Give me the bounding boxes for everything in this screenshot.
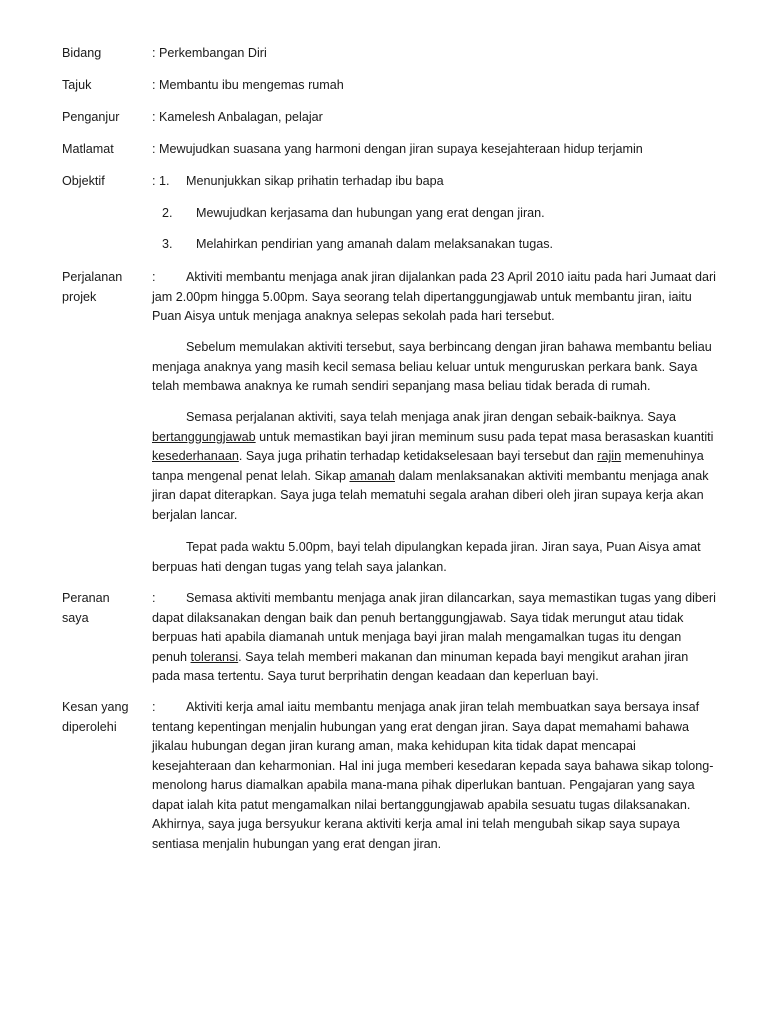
label-tajuk: Tajuk	[62, 78, 92, 92]
underlined-kesederhanaan: kesederhanaan	[152, 449, 239, 463]
objektif-num-3: 3.	[162, 237, 173, 251]
kesan-body: Aktiviti kerja amal iaitu membantu menjaga anak jiran telah membuatkan saya bersaya insaf tentang kepentingan menjalin hubungan yang erat dengan jiran. Saya dapat memahami bahawa jikalau hubungan degan jiran kurang aman, maka kehidupan kita tidak dapat mencapai kesejahteraan dan keharmonian. Hal ini juga memberi kesedaran kepada saya bahawa sikap tolong-menolong harus diamalkan apabila mana-mana pihak diperlukan bantuan. Pengajaran yang saya dapat ialah kita patut mengamalkan nilai bertanggungjawab apabila sesuatu tugas dilaksanakan. Akhirnya, saya juga bersyukur kerana aktiviti kerja amal ini telah mengubah sikap saya supaya sentiasa menjalin hubungan yang erat dengan jiran.	[152, 700, 714, 851]
objektif-text-3: Melahirkan pendirian yang amanah dalam melaksanakan tugas.	[196, 237, 554, 251]
value-penganjur: : Kamelesh Anbalagan, pelajar	[152, 110, 323, 124]
label-peranan-line1: Peranan	[62, 591, 110, 605]
label-peranan-line2: saya	[62, 610, 89, 625]
perjalanan-p4-text: Tepat pada waktu 5.00pm, bayi telah dipulangkan kepada jiran. Jiran saya, Puan Aisya amat berpuas hati dengan tugas yang telah saya jalankan.	[152, 540, 701, 574]
label-kesan	[62, 698, 150, 737]
kesan-colon: :	[152, 700, 156, 714]
label-perjalanan	[62, 268, 150, 307]
peranan-text	[152, 589, 718, 687]
underlined-toleransi: toleransi	[190, 649, 239, 664]
perjalanan-p2-text: Sebelum memulakan aktiviti tersebut, saya berbincang dengan jiran bahawa membantu beliau menjaga anaknya yang masih kecil semasa beliau keluar untuk menguruskan perkara bank. Saya telah membawa anaknya ke rumah sendiri sepanjang masa beliau tidak berada di rumah.	[152, 340, 712, 393]
value-bidang: : Perkembangan Diri	[152, 46, 267, 60]
perjalanan-p3-b: untuk memastikan bayi jiran meminum susu pada tepat masa berasaskan kuantiti	[255, 429, 714, 444]
label-perjalanan-line2: projek	[62, 289, 97, 304]
perjalanan-p4	[152, 538, 718, 577]
label-penganjur: Penganjur	[62, 110, 120, 124]
label-peranan	[62, 589, 150, 628]
label-objektif: Objektif	[62, 174, 105, 188]
objektif-text-1: Menunjukkan sikap prihatin terhadap ibu bapa	[186, 174, 444, 188]
underlined-bertanggungjawab: bertanggungjawab	[152, 429, 256, 444]
objektif-text-2: Mewujudkan kerjasama dan hubungan yang erat dengan jiran.	[196, 206, 545, 220]
perjalanan-colon: :	[152, 270, 156, 284]
objektif-prefix: : 1.	[152, 174, 170, 188]
perjalanan-p1-text: Aktiviti membantu menjaga anak jiran dijalankan pada 23 April 2010 iaitu pada hari Jumaat dari jam 2.00pm hingga 5.00pm. Saya seorang telah dipertanggungjawab untuk membantu jiran, iaitu Puan Aisya untuk menjaga anaknya selepas sekolah pada hari tersebut.	[152, 270, 716, 323]
underlined-amanah: amanah	[349, 468, 395, 483]
perjalanan-p2	[152, 338, 718, 397]
label-perjalanan-line1: Perjalanan	[62, 270, 123, 284]
label-kesan-line2: diperolehi	[62, 719, 117, 734]
perjalanan-p3-d: memenuhinya tanpa mengenal penat lelah. Sikap	[152, 449, 704, 483]
label-matlamat: Matlamat	[62, 142, 114, 156]
peranan-colon: :	[152, 591, 156, 605]
objektif-item-1	[152, 172, 718, 192]
perjalanan-p1	[152, 268, 718, 327]
value-tajuk: : Membantu ibu mengemas rumah	[152, 78, 344, 92]
perjalanan-p3-c: . Saya juga prihatin terhadap ketidakselesaan bayi tersebut dan	[238, 449, 598, 463]
perjalanan-p3-a: Semasa perjalanan aktiviti, saya telah menjaga anak jiran dengan sebaik-baiknya. Saya	[186, 410, 677, 424]
objektif-item-3	[162, 235, 728, 255]
perjalanan-p3	[152, 408, 718, 525]
value-matlamat: : Mewujudkan suasana yang harmoni dengan jiran supaya kesejahteraan hidup terjamin	[152, 142, 643, 156]
peranan-b: . Saya telah memberi makanan dan minuman kepada bayi mengikut arahan jiran pada masa tertentu. Saya turut berprihatin dengan keadaan dan keperluan bayi.	[152, 649, 689, 683]
kesan-text	[152, 698, 718, 854]
objektif-item-2	[162, 204, 728, 224]
objektif-num-2: 2.	[162, 206, 173, 220]
peranan-a: Semasa aktiviti membantu menjaga anak jiran dilancarkan, saya memastikan tugas yang diberi dapat dilaksanakan dengan baik dan penuh bertanggungjawab. Saya tidak merungut atau tidak berpuas hati apabila diamanah untuk menjaga bayi jiran malah mengamalkan tugas itu dengan penuh	[152, 591, 716, 664]
perjalanan-p3-e: dalam menlaksanakan aktiviti membantu menjaga anak jiran dapat diterapkan. Saya juga telah mematuhi segala arahan diberi oleh jiran supaya kerja akan berjalan lancar.	[152, 468, 709, 522]
label-bidang: Bidang	[62, 46, 102, 60]
underlined-rajin: rajin	[597, 449, 622, 463]
label-kesan-line1: Kesan yang	[62, 700, 129, 714]
